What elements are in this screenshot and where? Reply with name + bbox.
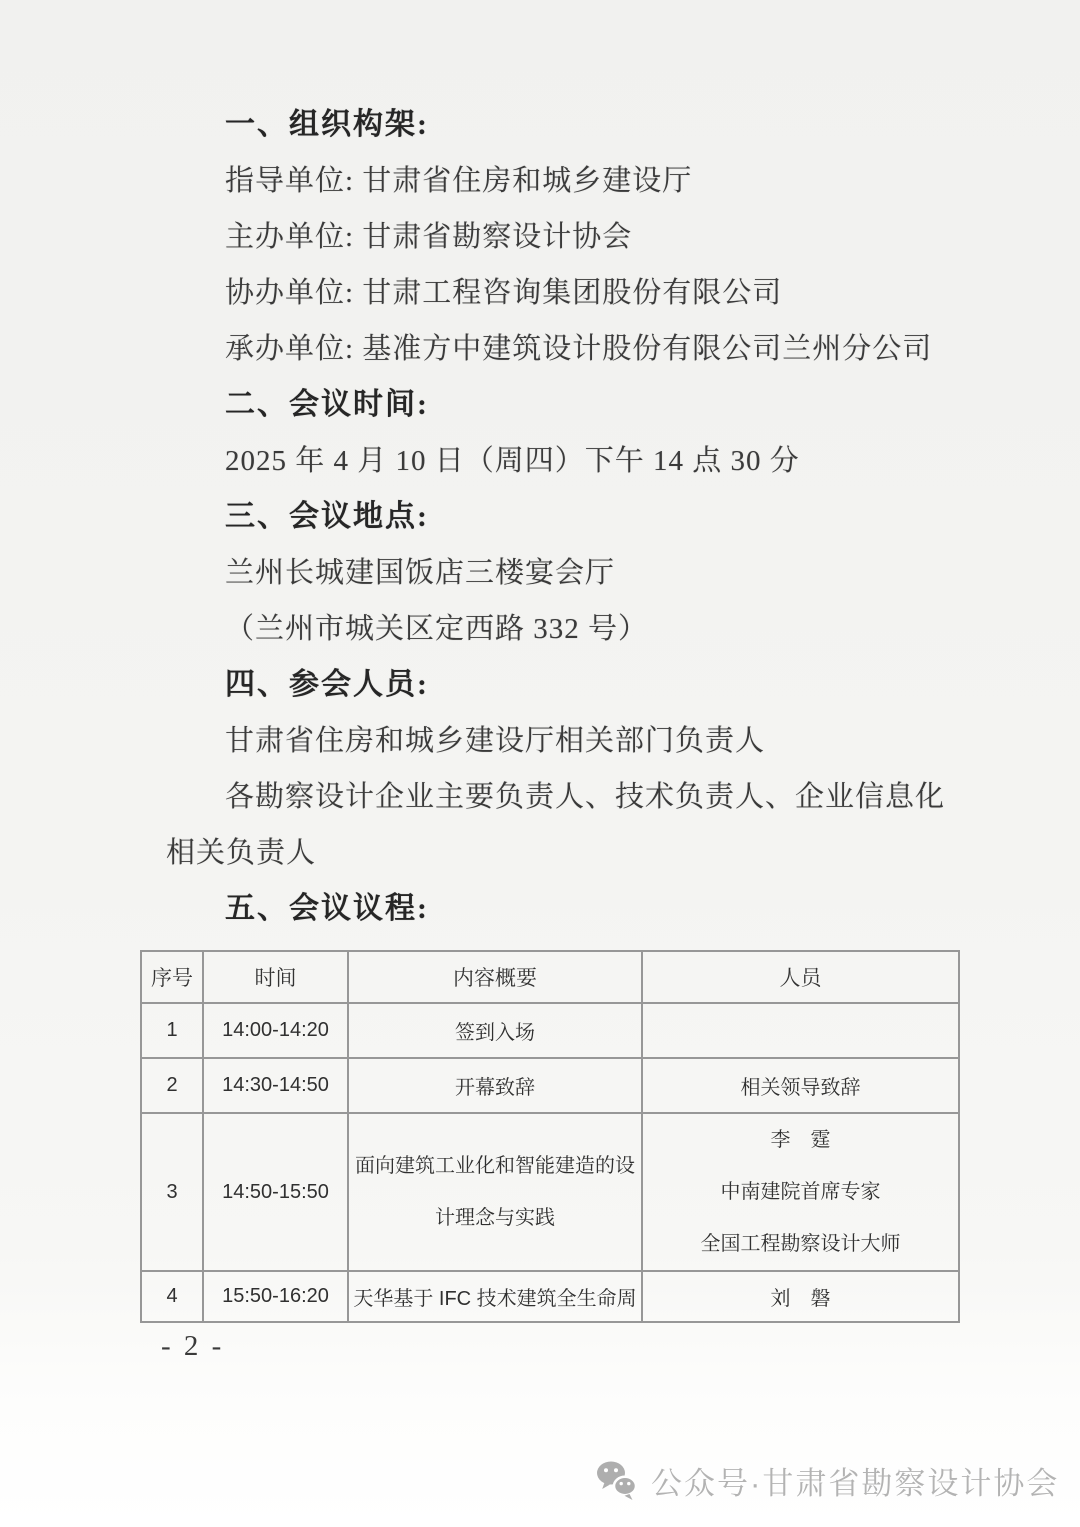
agenda-header-time: 时间 — [203, 951, 348, 1003]
agenda-cell-person — [642, 1003, 959, 1058]
agenda-cell-no: 3 — [141, 1113, 203, 1271]
agenda-row-1 — [141, 1003, 959, 1058]
agenda-cell-no: 2 — [141, 1058, 203, 1113]
agenda-header-person: 人员 — [642, 951, 959, 1003]
agenda-cell-content: 开幕致辞 — [348, 1058, 642, 1113]
agenda-person-line: 李 霆 — [770, 1129, 831, 1151]
agenda-cell-no: 1 — [141, 1003, 203, 1058]
section-heading-4: 四、参会人员: — [225, 668, 429, 701]
agenda-row-4 — [141, 1271, 959, 1322]
section-heading-3: 三、会议地点: — [225, 500, 429, 533]
agenda-header-no: 序号 — [141, 951, 203, 1003]
page-number: - 2 - — [161, 1330, 225, 1362]
agenda-cell-no: 4 — [141, 1271, 203, 1322]
agenda-header-row — [141, 951, 959, 1003]
agenda-cell-person — [642, 1113, 959, 1271]
doc-line-venue: 兰州长城建国饭店三楼宴会厅 — [225, 557, 616, 589]
wechat-footer — [596, 1458, 1059, 1503]
doc-line-guiding-unit: 指导单位: 甘肃省住房和城乡建设厅 — [225, 165, 693, 197]
agenda-row-2 — [141, 1058, 959, 1113]
doc-line-meeting-time: 2025 年 4 月 10 日（周四）下午 14 点 30 分 — [225, 445, 800, 477]
agenda-cell-time: 14:50-15:50 — [203, 1113, 348, 1271]
agenda-cell-content: 签到入场 — [348, 1003, 642, 1058]
agenda-cell-person: 刘 磐 — [642, 1271, 959, 1322]
agenda-cell-content: 天华基于 IFC 技术建筑全生命周 — [348, 1271, 642, 1322]
section-heading-2: 二、会议时间: — [225, 388, 429, 421]
agenda-content-line: 计理念与实践 — [435, 1207, 555, 1229]
doc-line-undertaking-unit: 承办单位: 基准方中建筑设计股份有限公司兰州分公司 — [225, 333, 933, 365]
agenda-cell-person: 相关领导致辞 — [642, 1058, 959, 1113]
doc-line-participants-3: 相关负责人 — [166, 837, 317, 869]
wechat-icon — [596, 1459, 638, 1503]
agenda-row-3 — [141, 1113, 959, 1271]
section-heading-1: 一、组织构架: — [225, 108, 429, 141]
agenda-table — [140, 950, 960, 1323]
agenda-header-content: 内容概要 — [348, 951, 642, 1003]
agenda-person-line: 全国工程勘察设计大师 — [700, 1233, 901, 1255]
agenda-content-line: 面向建筑工业化和智能建造的设 — [355, 1155, 635, 1177]
agenda-cell-time: 15:50-16:20 — [203, 1271, 348, 1322]
doc-line-host-unit: 主办单位: 甘肃省勘察设计协会 — [225, 221, 633, 253]
document-body — [166, 97, 1006, 937]
doc-line-participants-2: 各勘察设计企业主要负责人、技术负责人、企业信息化 — [225, 781, 946, 813]
agenda-cell-time: 14:00-14:20 — [203, 1003, 348, 1058]
wechat-account-label: 公众号·甘肃省勘察设计协会 — [651, 1466, 1060, 1501]
agenda-cell-content — [348, 1113, 642, 1271]
doc-line-address: （兰州市城关区定西路 332 号） — [225, 613, 649, 645]
agenda-cell-time: 14:30-14:50 — [203, 1058, 348, 1113]
agenda-person-line: 中南建院首席专家 — [720, 1181, 881, 1203]
section-heading-5: 五、会议议程: — [225, 892, 429, 925]
doc-line-coorganizer-unit: 协办单位: 甘肃工程咨询集团股份有限公司 — [225, 277, 783, 309]
doc-line-participants-1: 甘肃省住房和城乡建设厅相关部门负责人 — [225, 725, 766, 757]
